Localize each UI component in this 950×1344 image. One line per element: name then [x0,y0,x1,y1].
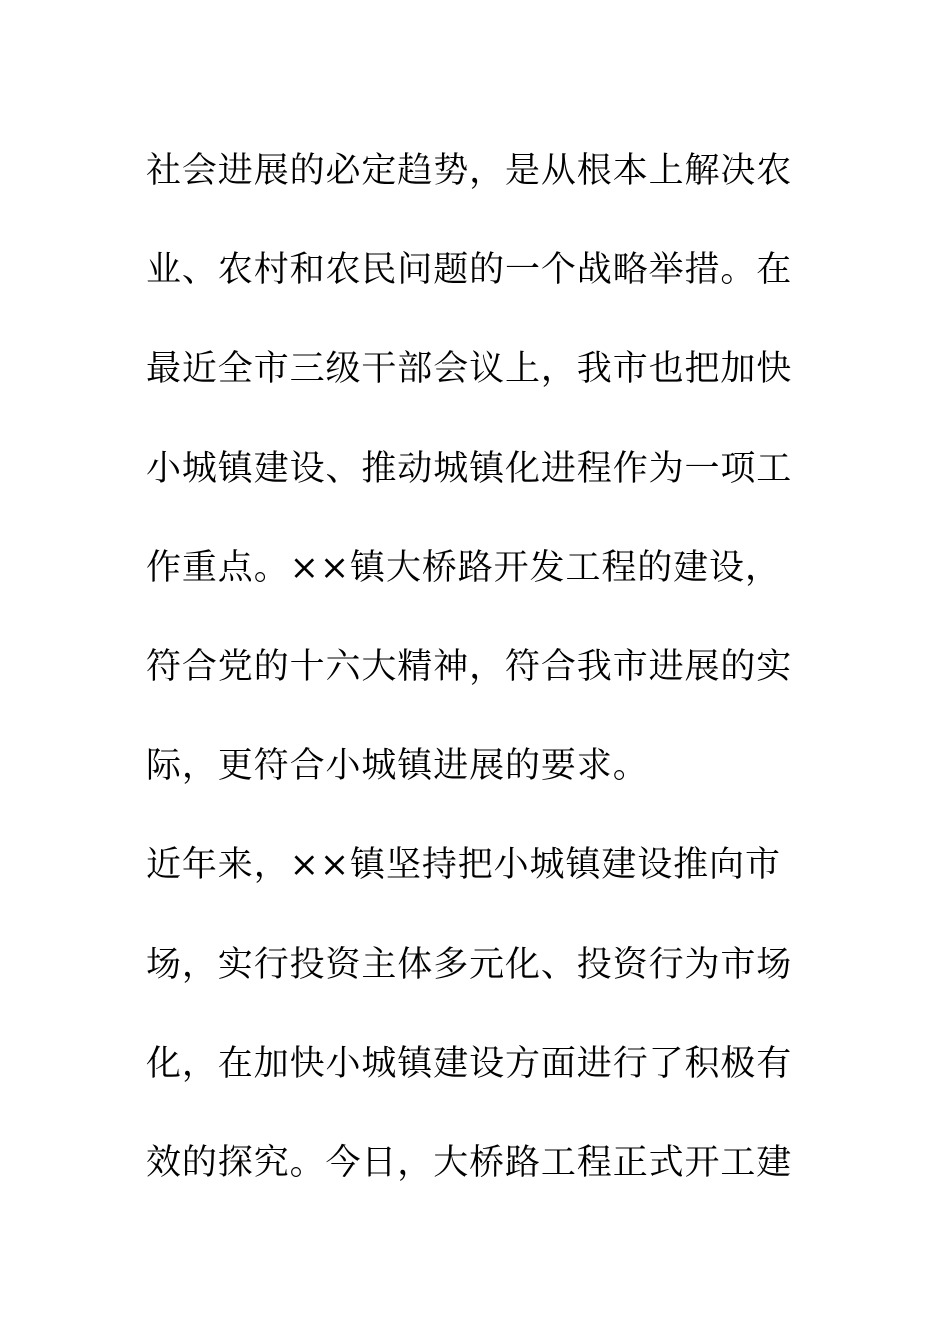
text-line: 效的探究。今日，大桥路工程正式开工建 [146,1142,793,1183]
text-line: 业、农村和农民问题的一个战略举措。在 [146,250,793,291]
text-line: 化，在加快小城镇建设方面进行了积极有 [146,1043,793,1084]
text-line: 社会进展的必定趋势，是从根本上解决农 [146,151,793,191]
text-line: 符合党的十六大精神，符合我市进展的实 [146,646,793,687]
text-line: 场，实行投资主体多元化、投资行为市场 [146,944,793,985]
text-line: 际，更符合小城镇进展的要求。 [146,746,649,787]
text-line: 作重点。××镇大桥路开发工程的建设， [146,547,781,588]
text-line: 近年来，××镇坚持把小城镇建设推向市 [146,845,781,886]
text-line: 小城镇建设、推动城镇化进程作为一项工 [146,448,793,489]
body-text [146,122,793,1213]
text-line: 最近全市三级干部会议上，我市也把加快 [146,349,793,390]
